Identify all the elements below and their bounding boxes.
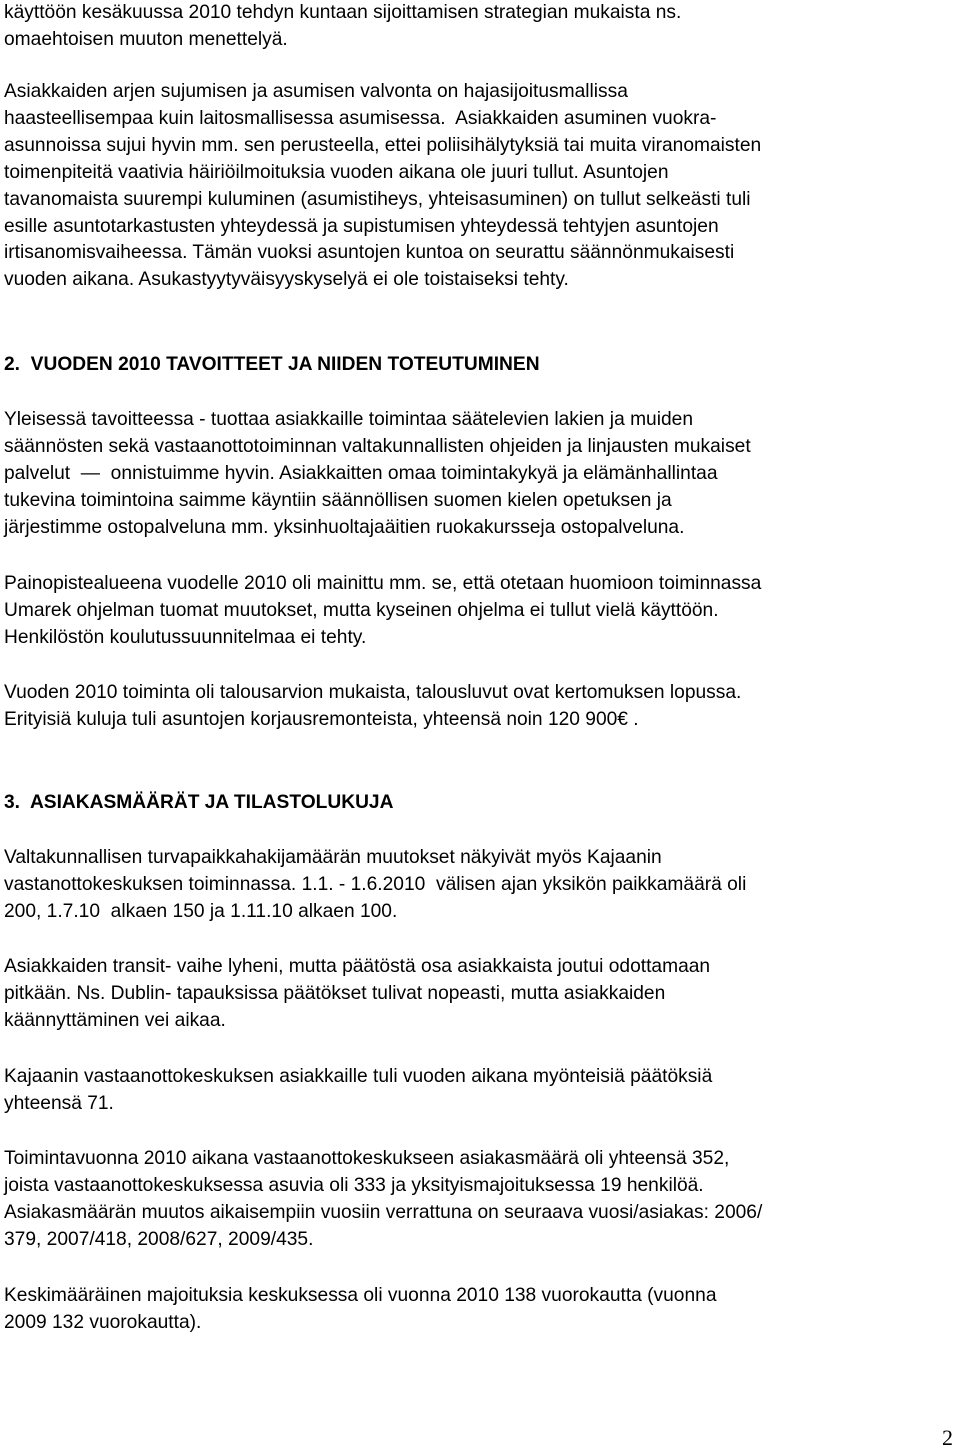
text-line: joista vastaanottokeskuksessa asuvia oli 333 ja yksityismajoituksessa 19 henkilöä. <box>4 1174 704 1196</box>
text-line: Valtakunnallisen turvapaikkahakijamäärän muutokset näkyivät myös Kajaanin <box>4 847 662 868</box>
text-line: 379, 2007/418, 2008/627, 2009/435. <box>4 1228 314 1250</box>
text-line: haasteellisempaa kuin laitosmallisessa asumisessa. Asiakkaiden asuminen vuokra- <box>4 107 717 129</box>
text-line: esille asuntotarkastusten yhteydessä ja supistumisen yhteydessä tehtyjen asuntojen <box>4 215 719 237</box>
average-stay-paragraph <box>4 1283 954 1337</box>
text-line: vuoden aikana. Asukastyytyväisyyskyselyä ei ole toistaiseksi tehty. <box>4 269 569 291</box>
text-line: säännösten sekä vastaanottotoiminnan valtakunnallisten ohjeiden ja linjausten mukaiset <box>4 435 751 457</box>
text-line: irtisanomisvaiheessa. Tämän vuoksi asuntojen kuntoa on seurattu säännönmukaisesti <box>4 242 735 264</box>
text-line: Keskimääräinen majoituksia keskuksessa oli vuonna 2010 138 vuorokautta (vuonna <box>4 1285 717 1306</box>
text-line: Vuoden 2010 toiminta oli talousarvion mukaista, talousluvut ovat kertomuksen lopussa. <box>4 682 742 703</box>
text-line: Asiakkaiden arjen sujumisen ja asumisen valvonta on hajasijoitusmallissa <box>4 81 628 102</box>
section-heading-2: 2. VUODEN 2010 TAVOITTEET JA NIIDEN TOTEUTUMINEN <box>4 354 540 375</box>
positive-decisions-paragraph <box>4 1064 954 1118</box>
intro-tail-paragraph <box>4 0 954 54</box>
text-line: yhteensä 71. <box>4 1092 114 1114</box>
text-line: vastanottokeskuksen toiminnassa. 1.1. - 1.6.2010 välisen ajan yksikön paikkamäärä oli <box>4 873 747 895</box>
text-line: tavanomaista suurempi kuluminen (asumistiheys, yhteisasuminen) on tullut selkeästi tuli <box>4 188 751 210</box>
national-changes-paragraph <box>4 845 954 926</box>
client-count-paragraph <box>4 1146 954 1254</box>
text-line: Umarek ohjelman tuomat muutokset, mutta kyseinen ohjelma ei tullut vielä käyttöön. <box>4 599 719 621</box>
text-line: järjestimme ostopalveluna mm. yksinhuoltajaäitien ruokakursseja ostopalveluna. <box>4 516 685 538</box>
transit-paragraph <box>4 954 954 1035</box>
page-number: 2 <box>942 1425 953 1450</box>
text-line: Henkilöstön koulutussuunnitelmaa ei tehty. <box>4 626 367 648</box>
text-line: Erityisiä kuluja tuli asuntojen korjausremonteista, yhteensä noin 120 900€ . <box>4 708 639 730</box>
text-line: Kajaanin vastaanottokeskuksen asiakkaille tuli vuoden aikana myönteisiä päätöksiä <box>4 1066 713 1087</box>
section-heading-3: 3. ASIAKASMÄÄRÄT JA TILASTOLUKUJA <box>4 792 394 813</box>
text-line: Toimintavuonna 2010 aikana vastaanottokeskukseen asiakasmäärä oli yhteensä 352, <box>4 1148 730 1169</box>
text-line: Yleisessä tavoitteessa - tuottaa asiakkaille toimintaa säätelevien lakien ja muiden <box>4 409 693 430</box>
text-line: käännyttäminen vei aikaa. <box>4 1009 226 1031</box>
text-line: Asiakkaiden transit- vaihe lyheni, mutta päätöstä osa asiakkaista joutui odottamaan <box>4 956 711 977</box>
text-line: omaehtoisen muuton menettelyä. <box>4 28 288 50</box>
text-line: palvelut — onnistuimme hyvin. Asiakkaitten omaa toimintakykyä ja elämänhallintaa <box>4 462 718 484</box>
text-line: Painopistealueena vuodelle 2010 oli mainittu mm. se, että otetaan huomioon toiminnassa <box>4 573 762 594</box>
text-line: 2009 132 vuorokautta). <box>4 1311 202 1333</box>
supervision-paragraph <box>4 79 954 294</box>
text-line: pitkään. Ns. Dublin- tapauksissa päätökset tulivat nopeasti, mutta asiakkaiden <box>4 982 666 1004</box>
text-line: käyttöön kesäkuussa 2010 tehdyn kuntaan sijoittamisen strategian mukaista ns. <box>4 2 682 23</box>
text-line: tukevina toimintoina saimme käyntiin säännöllisen suomen kielen opetuksen ja <box>4 489 672 511</box>
text-line: asunnoissa sujui hyvin mm. sen perusteella, ettei poliisihälytyksiä tai muita viranomaisten <box>4 134 762 156</box>
text-line: 200, 1.7.10 alkaen 150 ja 1.11.10 alkaen 100. <box>4 900 398 922</box>
goals-general-paragraph <box>4 407 954 542</box>
focus-area-paragraph <box>4 571 954 652</box>
text-line: Asiakasmäärän muutos aikaisempiin vuosiin verrattuna on seuraava vuosi/asiakas: 2006/ <box>4 1201 763 1223</box>
text-line: toimenpiteitä vaativia häiriöilmoituksia vuoden aikana ole juuri tullut. Asuntojen <box>4 161 669 183</box>
budget-paragraph <box>4 680 954 734</box>
